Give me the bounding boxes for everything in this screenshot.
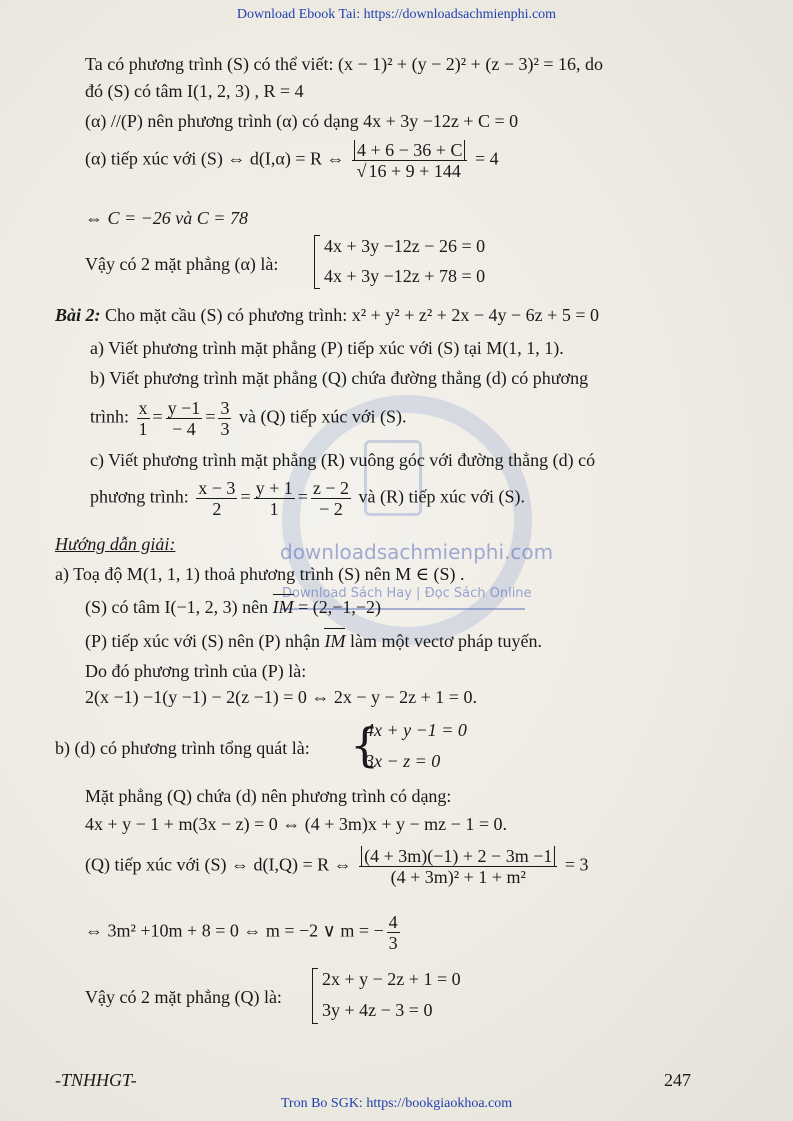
system-eq: 4x + 3y −12z − 26 = 0 bbox=[324, 236, 486, 256]
solution-line: 4x + y − 1 + m(3x − z) = 0 ⇔ (4 + 3m)x + y − mz − 1 = 0. bbox=[85, 814, 507, 834]
text-fragment: và (Q) tiếp xúc với (S). bbox=[234, 406, 407, 427]
system-brace: { bbox=[350, 718, 380, 772]
fraction: $\frac{4 + 6 - 36 + C}{√ 16 + 9 + 144}$ bbox=[352, 140, 467, 181]
formula-prefix: (α) tiếp xúc với (S) ⇔ d(I,α) = R ⇔ bbox=[85, 148, 345, 169]
denominator: 2 bbox=[212, 499, 222, 519]
formula-line bbox=[85, 140, 499, 181]
vector-im: IM bbox=[324, 631, 346, 651]
numerator: y −1 bbox=[167, 398, 201, 418]
system-eq: 2x + y − 2z + 1 = 0 bbox=[322, 969, 461, 989]
text-fragment: (S) có tâm I(−1, 2, 3) nên bbox=[85, 597, 273, 617]
text-line: Vậy có 2 mặt phẳng (α) là: bbox=[85, 254, 279, 274]
formula-line: trình: $\frac{x}{1}$ = $\frac{y -1}{- 4}$ = $\frac{3}{3}$ và (Q) tiếp xúc với (S). bbox=[90, 398, 407, 439]
solution-line: 2(x −1) −1(y −1) − 2(z −1) = 0 ⇔ 2x − y − 2z + 1 = 0. bbox=[85, 687, 477, 707]
fraction bbox=[359, 846, 557, 887]
text-fragment: (Q) tiếp xúc với (S) ⇔ d(I,Q) = R ⇔ bbox=[85, 854, 352, 875]
numerator: x bbox=[138, 398, 148, 418]
system-eq: 3y + 4z − 3 = 0 bbox=[322, 1000, 433, 1020]
download-banner-top[interactable]: Download Ebook Tai: https://downloadsachmienphi.com bbox=[236, 7, 557, 22]
solution-line bbox=[85, 630, 542, 652]
page-number: 247 bbox=[664, 1070, 691, 1090]
denominator: 3 bbox=[388, 933, 398, 953]
text-line: (α) //(P) nên phương trình (α) có dạng 4x + 3y −12z + C = 0 bbox=[85, 111, 519, 131]
text-fragment: = 3 bbox=[564, 854, 589, 875]
download-banner-bottom[interactable]: Tron Bo SGK: https://bookgiaokhoa.com bbox=[280, 1096, 513, 1111]
formula-line: phương trình: $\frac{x - 3}{2}$ = $\frac{y + 1}{1}$ = $\frac{z - 2}{- 2}$ và (R) tiếp xúc với (S). bbox=[90, 478, 526, 519]
text-line: Ta có phương trình (S) có thể viết: (x − 1)² + (y − 2)² + (z − 3)² = 16, do bbox=[85, 54, 604, 74]
system-eq: 3x − z = 0 bbox=[365, 751, 441, 771]
system-bracket bbox=[314, 235, 320, 289]
text-fragment: làm một vectơ pháp tuyến. bbox=[345, 631, 542, 651]
fraction bbox=[166, 398, 203, 439]
numerator: 3 bbox=[220, 398, 230, 418]
vector-im: IM bbox=[272, 597, 294, 617]
numerator: y + 1 bbox=[255, 478, 293, 498]
text-fragment: ⇔ 3m² +10m + 8 = 0 ⇔ m = −2 ∨ m = − bbox=[85, 920, 384, 941]
denominator: − 4 bbox=[172, 419, 196, 439]
denominator: − 2 bbox=[319, 499, 343, 519]
solution-line: a) Toạ độ M(1, 1, 1) thoả phương trình (S) nên M ∈ (S) . bbox=[55, 564, 465, 584]
solution-line bbox=[85, 596, 381, 618]
formula-line bbox=[85, 846, 589, 887]
system-eq: 4x + 3y −12z + 78 = 0 bbox=[324, 266, 486, 286]
footer-publisher: -TNHHGT- bbox=[55, 1070, 137, 1090]
denominator: 1 bbox=[138, 419, 148, 439]
text-fragment: = (2,−1,−2) bbox=[293, 597, 382, 617]
solution-heading: Hướng dẫn giải: bbox=[55, 534, 176, 554]
fraction bbox=[196, 478, 237, 519]
numerator: (4 + 3m)(−1) + 2 − 3m −1 bbox=[361, 846, 555, 866]
denominator: 1 bbox=[269, 499, 279, 519]
text-fragment: (P) tiếp xúc với (S) nên (P) nhận bbox=[85, 631, 325, 651]
denominator: 16 + 9 + 144 bbox=[368, 161, 461, 181]
numerator: x − 3 bbox=[198, 478, 236, 498]
question-c: c) Viết phương trình mặt phẳng (R) vuông góc với đường thẳng (d) có bbox=[90, 450, 596, 470]
numerator: 4 + 6 − 36 + C bbox=[354, 140, 465, 160]
text-line: đó (S) có tâm I(1, 2, 3) , R = 4 bbox=[85, 81, 304, 101]
question-a: a) Viết phương trình mặt phẳng (P) tiếp xúc với (S) tại M(1, 1, 1). bbox=[90, 338, 564, 358]
fraction bbox=[311, 478, 351, 519]
solution-line: b) (d) có phương trình tổng quát là: bbox=[55, 738, 310, 758]
exercise-heading bbox=[55, 304, 599, 326]
fraction bbox=[218, 398, 231, 439]
solution-line: Do đó phương trình của (P) là: bbox=[85, 661, 307, 681]
watermark-site: downloadsachmienphi.com bbox=[280, 540, 554, 564]
exercise-text: Cho mặt cầu (S) có phương trình: x² + y² + z² + 2x − 4y − 6z + 5 = 0 bbox=[100, 305, 599, 325]
text-line: ⇔ C = −26 và C = 78 bbox=[85, 208, 248, 228]
fraction bbox=[137, 398, 150, 439]
solution-line: Vậy có 2 mặt phẳng (Q) là: bbox=[85, 987, 282, 1007]
numerator: z − 2 bbox=[312, 478, 350, 498]
numerator: 4 bbox=[388, 912, 398, 932]
text-fragment: phương trình: bbox=[90, 486, 189, 507]
watermark-tagline: Download Sách Hay | Đọc Sách Online bbox=[282, 586, 532, 601]
formula-line bbox=[85, 912, 403, 953]
system-bracket bbox=[312, 968, 318, 1024]
solution-line: Mặt phẳng (Q) chứa (d) nên phương trình có dạng: bbox=[85, 786, 452, 806]
fraction bbox=[254, 478, 295, 519]
denominator: (4 + 3m)² + 1 + m² bbox=[390, 867, 526, 887]
fraction bbox=[387, 912, 400, 953]
system-eq: 4x + y −1 = 0 bbox=[365, 720, 467, 740]
text-fragment: và (R) tiếp xúc với (S). bbox=[354, 486, 526, 507]
exercise-label: Bài 2: bbox=[55, 305, 101, 325]
denominator: 3 bbox=[220, 419, 230, 439]
question-b: b) Viết phương trình mặt phẳng (Q) chứa đường thẳng (d) có phương bbox=[90, 368, 589, 388]
text-fragment: trình: bbox=[90, 406, 129, 427]
formula-suffix: = 4 bbox=[474, 148, 499, 169]
